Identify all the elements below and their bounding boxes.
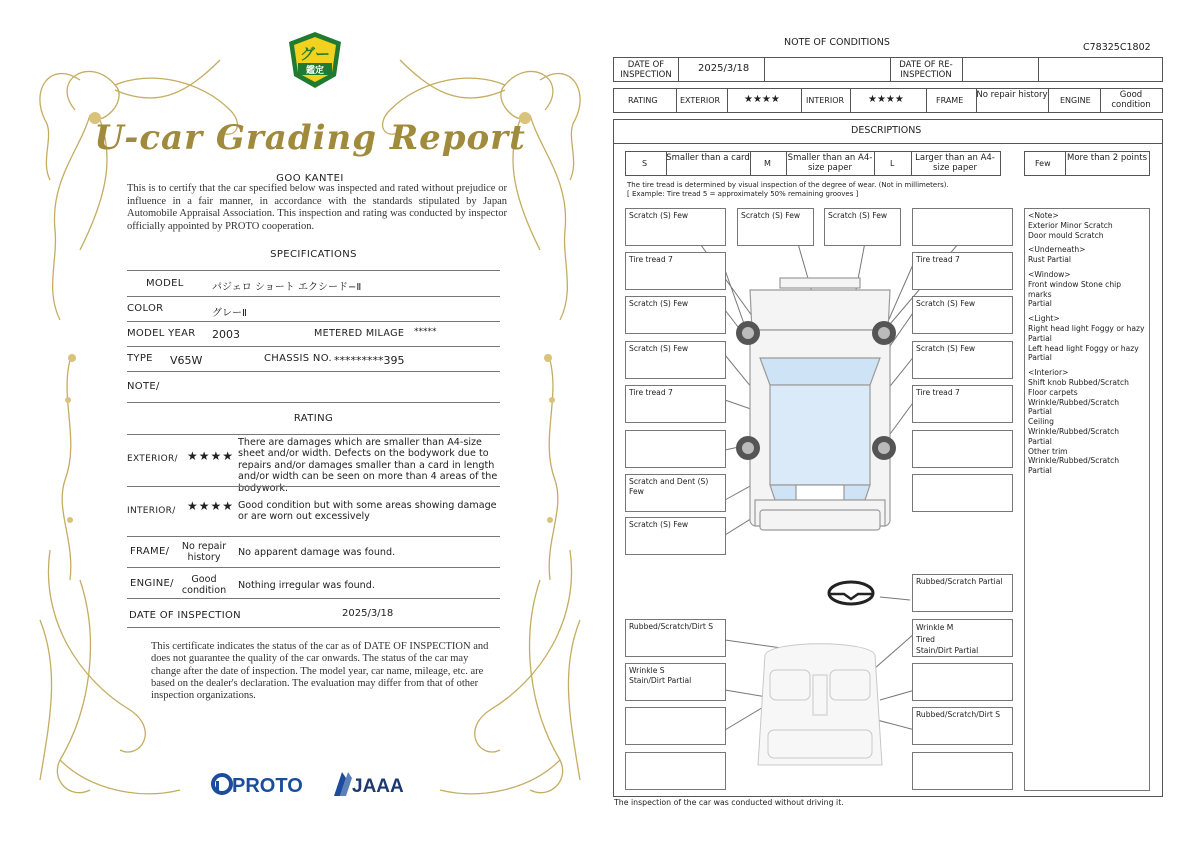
- model-label: MODEL: [146, 278, 184, 289]
- proto-logo-icon: [210, 768, 410, 798]
- damage-box: Scratch (S) Few: [625, 517, 726, 555]
- interior-box-line: Wrinkle M: [916, 623, 954, 632]
- divider: [127, 627, 500, 628]
- chassis-value: *********395: [334, 354, 405, 367]
- damage-box: Tire tread 7: [625, 385, 726, 423]
- damage-box: Scratch (S) Few: [625, 296, 726, 334]
- damage-box: [912, 430, 1013, 468]
- divider: [127, 270, 500, 271]
- mileage-value: *****: [414, 327, 437, 337]
- damage-box: [625, 430, 726, 468]
- certificate-intro: This is to certify that the car specified below was inspected and rated without prejudice or influence in a fair manner, in accordance with the standards stipulated by Japan Automobile Appraisal Association. This inspection and rating was conducted by inspector officially appointed by PROTO cooperation.: [127, 183, 507, 232]
- damage-box: Scratch (S) Few: [625, 341, 726, 379]
- damage-box: Tire tread 7: [912, 252, 1013, 290]
- model-year-value: 2003: [212, 328, 240, 341]
- conditions-code: C78325C1802: [1083, 42, 1151, 53]
- note-line: <Underneath>: [1028, 245, 1086, 255]
- grading-certificate: [20, 20, 600, 825]
- frame-label: FRAME/: [130, 546, 170, 557]
- note-line: Partial: [1028, 299, 1052, 309]
- note-line: <Note>: [1028, 211, 1059, 220]
- note-line: <Interior>: [1028, 368, 1069, 378]
- interior-box: [912, 619, 1013, 657]
- rating-row: [613, 88, 1163, 113]
- mileage-label: METERED MILAGE: [314, 328, 405, 339]
- note-line: Front window Stone chip marks: [1028, 279, 1122, 299]
- engine-value: Good condition: [181, 574, 227, 597]
- interior-box-line: Stain/Dirt Partial: [629, 676, 692, 685]
- interior-box: Rubbed/Scratch/Dirt S: [912, 707, 1013, 745]
- legend-l: L: [890, 159, 895, 168]
- few-legend: [1024, 151, 1150, 176]
- divider: [127, 321, 500, 322]
- divider: [127, 346, 500, 347]
- note-line: <Light>: [1028, 314, 1060, 324]
- legend-l-desc: Larger than an A4-size paper: [915, 153, 995, 173]
- type-value: V65W: [170, 354, 203, 367]
- legend-m-desc: Smaller than an A4-size paper: [787, 153, 873, 173]
- interior-box: [625, 707, 726, 745]
- divider: [127, 296, 500, 297]
- divider: [127, 598, 500, 599]
- legend-few-desc: More than 2 points: [1066, 153, 1147, 163]
- exterior-label: EXTERIOR/: [127, 454, 178, 464]
- note-line: Partial: [1028, 466, 1052, 476]
- interior-description: Good condition but with some areas showing damage or are worn out excessively: [238, 500, 497, 523]
- note-line: Floor carpets: [1028, 387, 1078, 397]
- legend-s-desc: Smaller than a card: [666, 153, 750, 163]
- certificate-subtitle: GOO KANTEI: [276, 173, 344, 184]
- note-line: Left head light Foggy or hazy: [1028, 343, 1139, 353]
- damage-box: [912, 474, 1013, 512]
- proto-logo-text: PROTO: [232, 775, 303, 797]
- divider: [127, 434, 500, 435]
- note-line: Partial: [1028, 353, 1052, 363]
- model-year-label: MODEL YEAR: [127, 328, 196, 339]
- damage-box: Scratch (S) Few: [912, 341, 1013, 379]
- note-line: Partial: [1028, 436, 1052, 446]
- logos: [210, 768, 410, 798]
- model-value: パジェロ ショート エクシード−Ⅱ: [212, 282, 362, 293]
- date-of-inspection-value: 2025/3/18: [342, 608, 394, 619]
- damage-box: Tire tread 7: [625, 252, 726, 290]
- note-line: Shift knob Rubbed/Scratch: [1028, 377, 1129, 387]
- interior-box-line: Wrinkle S: [629, 666, 665, 675]
- steering-wheel-icon: [829, 582, 873, 604]
- note-line: Door mould Scratch: [1028, 230, 1104, 240]
- interior-box: [912, 752, 1013, 790]
- note-line: Exterior Minor Scratch: [1028, 220, 1113, 230]
- legend-few: Few: [1035, 159, 1051, 168]
- divider: [127, 567, 500, 568]
- tire-note: The tire tread is determined by visual inspection of the degree of wear. (Not in millimeters).: [627, 181, 949, 189]
- specifications-heading: SPECIFICATIONS: [270, 249, 357, 260]
- note-line: Rust Partial: [1028, 255, 1071, 265]
- note-line: Ceiling: [1028, 417, 1054, 427]
- frame-value: No repair history: [976, 90, 1048, 100]
- engine-label: ENGINE: [1060, 96, 1091, 105]
- divider: [613, 143, 1163, 144]
- engine-label: ENGINE/: [130, 578, 174, 589]
- damage-box: Scratch (S) Few: [824, 208, 901, 246]
- inspection-date-row: [613, 57, 1163, 82]
- interior-box-line: Stain/Dirt Partial: [916, 646, 979, 655]
- exterior-stars: ★★★★: [187, 449, 235, 463]
- chassis-label: CHASSIS NO.: [264, 353, 332, 364]
- jaaa-logo-text: JAAA: [352, 776, 404, 797]
- frame-label: FRAME: [936, 96, 964, 105]
- interior-label: INTERIOR: [806, 96, 845, 105]
- note-line: Partial: [1028, 333, 1052, 343]
- note-line: Wrinkle/Rubbed/Scratch: [1028, 426, 1120, 436]
- interior-stars: ★★★★: [868, 94, 904, 105]
- color-value: グレーⅡ: [212, 308, 247, 319]
- interior-box: [912, 663, 1013, 701]
- date-of-inspection-label: DATE OF INSPECTION: [620, 60, 672, 80]
- date-of-inspection-label: DATE OF INSPECTION: [129, 610, 241, 621]
- frame-description: No apparent damage was found.: [238, 547, 396, 558]
- conditions-footer: The inspection of the car was conducted without driving it.: [614, 798, 844, 807]
- note-line: Wrinkle/Rubbed/Scratch: [1028, 456, 1120, 466]
- exterior-label: EXTERIOR: [680, 96, 721, 105]
- rating-heading: RATING: [293, 413, 334, 424]
- divider: [127, 371, 500, 372]
- rating-label: RATING: [628, 96, 658, 105]
- color-label: COLOR: [127, 303, 164, 314]
- date-of-inspection-value: 2025/3/18: [698, 63, 750, 74]
- interior-stars: ★★★★: [187, 499, 235, 513]
- interior-label: INTERIOR/: [127, 506, 176, 516]
- note-line: Partial: [1028, 407, 1052, 417]
- frame-value: No repair history: [181, 541, 227, 564]
- notes-panel: [1024, 208, 1150, 791]
- tire-example: [ Example: Tire tread 5 = approximately 50% remaining grooves ]: [627, 190, 859, 198]
- conditions-title: NOTE OF CONDITIONS: [784, 37, 890, 48]
- note-label: NOTE/: [127, 381, 160, 392]
- certificate-footer: This certificate indicates the status of the car as of DATE OF INSPECTION and does not guarantee the quality of the car onwards. The status of the car may change after the date of inspection. The model year, car name, mileage, etc. are based on the dealer's declaration. The evaluation may differ from that of other inspection organizations.: [151, 641, 489, 702]
- divider: [127, 536, 500, 537]
- damage-box: Scratch (S) Few: [625, 208, 726, 246]
- damage-box: Scratch (S) Few: [912, 296, 1013, 334]
- damage-box: Tire tread 7: [912, 385, 1013, 423]
- interior-box: [625, 663, 726, 701]
- svg-text:グー: グー: [299, 45, 331, 63]
- damage-box: Scratch and Dent (S) Few: [625, 474, 726, 512]
- goo-kantei-badge-icon: [286, 30, 344, 90]
- interior-box: Rubbed/Scratch/Dirt S: [625, 619, 726, 657]
- interior-box: Rubbed/Scratch Partial: [912, 574, 1013, 612]
- interior-box: [625, 752, 726, 790]
- descriptions-heading: DESCRIPTIONS: [851, 125, 922, 136]
- legend-s: S: [642, 159, 648, 168]
- note-line: <Window>: [1028, 269, 1071, 279]
- note-line: Wrinkle/Rubbed/Scratch: [1028, 397, 1120, 407]
- reinspection-label: DATE OF RE-INSPECTION: [899, 60, 953, 80]
- type-label: TYPE: [127, 353, 153, 364]
- legend-m: M: [764, 159, 771, 168]
- engine-value: Good condition: [1111, 90, 1151, 110]
- divider: [127, 486, 500, 487]
- exterior-stars: ★★★★: [744, 94, 780, 105]
- svg-text:鑑定: 鑑定: [305, 66, 325, 76]
- damage-box: Scratch (S) Few: [737, 208, 814, 246]
- size-legend: [625, 151, 1001, 176]
- note-line: Other trim: [1028, 446, 1068, 456]
- note-line: Right head light Foggy or hazy: [1028, 323, 1145, 333]
- engine-description: Nothing irregular was found.: [238, 580, 375, 591]
- exterior-description: There are damages which are smaller than A4-size sheet and/or width. Defects on the bodywork due to repairs and/or damages smaller than a card in length and/or width can be seen on more than 4 areas of the bodywork.: [238, 437, 498, 494]
- certificate-title: U-car Grading Report: [94, 118, 526, 158]
- divider: [127, 402, 500, 403]
- interior-box-line: Tired: [916, 634, 935, 644]
- damage-box: [912, 208, 1013, 246]
